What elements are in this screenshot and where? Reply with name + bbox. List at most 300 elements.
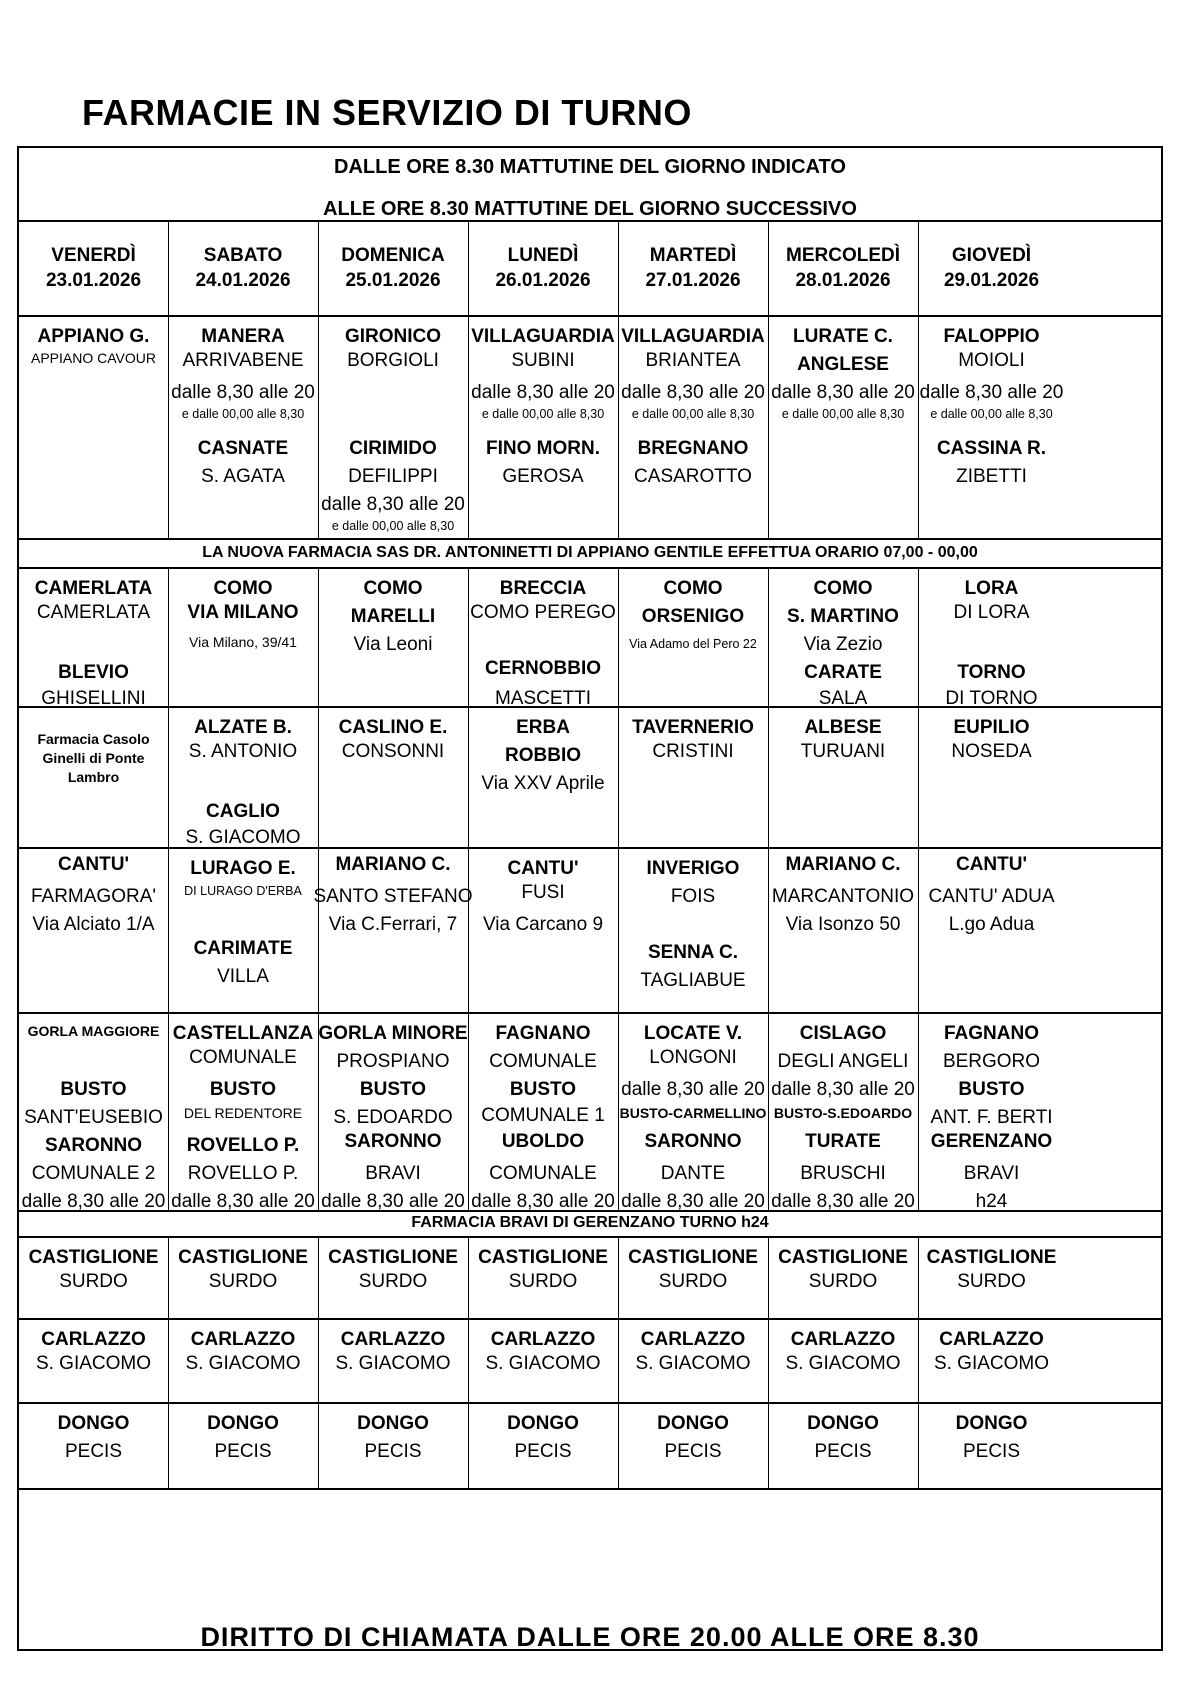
pharmacy-location: TURATE <box>805 1131 881 1152</box>
pharmacy-location: CASTIGLIONE <box>926 1247 1057 1268</box>
pharmacy-location: CASTIGLIONE <box>178 1247 308 1268</box>
pharmacy-location: FINO MORN. <box>486 438 600 459</box>
pharmacy-location: CASSINA R. <box>936 438 1047 459</box>
opening-hours: dalle 8,30 alle 20 <box>621 382 765 403</box>
pharmacy-location: BUSTO <box>60 1079 127 1100</box>
schedule-cell <box>161 1402 325 1488</box>
pharmacy-location: TORNO <box>957 662 1026 683</box>
pharmacy-location: Lambro <box>67 769 120 785</box>
pharmacy-location: ERBA <box>516 717 570 738</box>
pharmacy-name: LONGONI <box>649 1047 737 1068</box>
pharmacy-location: BREGNANO <box>637 438 749 459</box>
pharmacy-name: Via Alciato 1/A <box>32 914 155 935</box>
pharmacy-location: CASTIGLIONE <box>478 1247 608 1268</box>
schedule-cell <box>611 567 775 706</box>
pharmacy-name: ROVELLO P. <box>187 1163 299 1184</box>
pharmacy-location: UBOLDO <box>501 1131 585 1152</box>
schedule-cell <box>611 315 775 538</box>
pharmacy-name: BRAVI <box>365 1163 421 1184</box>
opening-hours: dalle 8,30 alle 20 <box>321 1191 465 1212</box>
pharmacy-name: BORGIOLI <box>347 350 439 371</box>
pharmacy-name: SURDO <box>208 1271 278 1292</box>
grid-column-rule <box>168 1236 169 1488</box>
pharmacy-location: COMO <box>363 578 423 599</box>
grid-column-rule <box>918 220 919 538</box>
schedule-cell <box>161 1236 325 1318</box>
schedule-cell <box>161 706 325 847</box>
grid-column-rule <box>468 1236 469 1488</box>
pharmacy-location: CARLAZZO <box>939 1329 1044 1350</box>
pharmacy-detail: e dalle 00,00 alle 8,30 <box>181 407 305 421</box>
pharmacy-name: COMUNALE <box>489 1051 597 1072</box>
schedule-cell <box>910 1402 1074 1488</box>
schedule-cell <box>611 1318 775 1402</box>
schedule-cell <box>910 315 1074 538</box>
pharmacy-name: S. GIACOMO <box>35 1353 152 1374</box>
opening-hours: dalle 8,30 alle 20 <box>321 494 465 515</box>
pharmacy-name: Via C.Ferrari, 7 <box>328 914 458 935</box>
pharmacy-location: APPIANO G. <box>37 326 150 347</box>
pharmacy-name: BRUSCHI <box>800 1163 886 1184</box>
pharmacy-location: CANTU' <box>57 854 129 875</box>
schedule-cell <box>761 1012 925 1210</box>
pharmacy-location: VILLAGUARDIA <box>471 326 615 347</box>
page-title: FARMACIE IN SERVIZIO DI TURNO <box>82 92 692 133</box>
schedule-cell <box>611 847 775 1012</box>
grid-horizontal-rule <box>19 706 1161 708</box>
opening-hours: dalle 8,30 alle 20 <box>21 1191 166 1212</box>
day-header-cell <box>910 246 1074 290</box>
day-date: 26.01.2026 <box>495 270 591 291</box>
opening-hours: dalle 8,30 alle 20 <box>171 382 315 403</box>
pharmacy-name: DANTE <box>660 1163 726 1184</box>
pharmacy-location: CARIMATE <box>193 938 293 959</box>
pharmacy-location: DONGO <box>955 1413 1028 1434</box>
pharmacy-location: SARONNO <box>44 1135 143 1156</box>
pharmacy-name: Via Zezio <box>803 634 883 655</box>
grid-horizontal-rule <box>19 538 1161 540</box>
pharmacy-name: S. GIACOMO <box>335 1353 451 1374</box>
pharmacy-detail: DI LURAGO D'ERBA <box>184 884 302 898</box>
schedule-cell <box>311 706 475 847</box>
schedule-cell <box>12 1236 176 1318</box>
schedule-cell <box>311 1012 475 1210</box>
schedule-cell <box>161 1318 325 1402</box>
schedule-cell <box>12 567 176 709</box>
grid-column-rule <box>468 567 469 1210</box>
schedule-cell <box>311 1236 475 1318</box>
pharmacy-name: MASCETTI <box>494 688 592 709</box>
pharmacy-name: PROSPIANO <box>336 1051 450 1072</box>
schedule-cell <box>761 1236 925 1318</box>
pharmacy-location: COMO <box>813 578 873 599</box>
pharmacy-location: CASTIGLIONE <box>328 1247 458 1268</box>
pharmacy-location: ORSENIGO <box>641 606 745 627</box>
pharmacy-name: S. ANTONIO <box>188 741 298 762</box>
schedule-cell <box>761 1318 925 1402</box>
opening-hours: dalle 8,30 alle 20 <box>919 382 1064 403</box>
pharmacy-location: LURATE C. <box>793 326 893 347</box>
grid-column-rule <box>918 567 919 1210</box>
pharmacy-location: LOCATE V. <box>643 1023 743 1044</box>
pharmacy-name: CONSONNI <box>341 741 445 762</box>
pharmacy-location: CASTELLANZA <box>172 1023 314 1044</box>
pharmacy-name: GEROSA <box>502 466 584 487</box>
footer-note: DIRITTO DI CHIAMATA DALLE ORE 20.00 ALLE ORE 8.30 <box>200 1622 980 1652</box>
pharmacy-location: CARLAZZO <box>790 1329 896 1350</box>
schedule-cell <box>12 847 176 1012</box>
schedule-cell <box>12 1402 176 1488</box>
grid-column-rule <box>768 567 769 1210</box>
grid-horizontal-rule <box>19 1402 1161 1404</box>
pharmacy-name: PECIS <box>214 1441 272 1462</box>
pharmacy-location: CIRIMIDO <box>349 438 437 459</box>
pharmacy-location: CASNATE <box>197 438 289 459</box>
pharmacy-location: MARIANO C. <box>785 854 901 875</box>
pharmacy-location: LURAGO E. <box>190 858 296 879</box>
grid-column-rule <box>318 220 319 538</box>
grid-horizontal-rule <box>19 567 1161 569</box>
pharmacy-detail: APPIANO CAVOUR <box>31 350 156 366</box>
schedule-cell <box>910 847 1074 1012</box>
pharmacy-detail: e dalle 00,00 alle 8,30 <box>930 407 1053 421</box>
day-date: 28.01.2026 <box>795 270 891 291</box>
pharmacy-location: CARLAZZO <box>41 1329 146 1350</box>
pharmacy-name: Via Isonzo 50 <box>785 914 901 935</box>
pharmacy-name: COMUNALE 2 <box>31 1163 156 1184</box>
pharmacy-location: SARONNO <box>644 1131 742 1152</box>
pharmacy-location: CAMERLATA <box>34 578 153 599</box>
pharmacy-name: COMUNALE <box>489 1163 597 1184</box>
pharmacy-location: CASTIGLIONE <box>28 1247 159 1268</box>
pharmacy-location: ROVELLO P. <box>186 1135 300 1156</box>
pharmacy-name: SANT'EUSEBIO <box>24 1107 163 1128</box>
opening-hours: h24 <box>975 1191 1008 1212</box>
pharmacy-name: SURDO <box>658 1271 728 1292</box>
pharmacy-location: VIA MILANO <box>187 602 299 623</box>
opening-hours: dalle 8,30 alle 20 <box>621 1191 765 1212</box>
pharmacy-location: CANTU' <box>507 858 579 879</box>
schedule-cell <box>161 847 325 1012</box>
day-name: DOMENICA <box>341 245 445 266</box>
pharmacy-name: PECIS <box>514 1441 572 1462</box>
pharmacy-location: BUSTO <box>209 1079 277 1100</box>
schedule-cell <box>311 1318 475 1402</box>
schedule-cell <box>611 1236 775 1318</box>
pharmacy-name: SURDO <box>808 1271 878 1292</box>
schedule-cell <box>161 315 325 538</box>
pharmacy-name: SURDO <box>957 1271 1026 1292</box>
grid-column-rule <box>768 220 769 538</box>
pharmacy-name: TURUANI <box>800 741 886 762</box>
duty-pharmacy-table <box>17 146 1163 1651</box>
pharmacy-location: MANERA <box>201 326 285 347</box>
pharmacy-name: S. GIACOMO <box>635 1353 751 1374</box>
pharmacy-location: CISLAGO <box>799 1023 887 1044</box>
schedule-cell <box>311 1402 475 1488</box>
opening-hours: dalle 8,30 alle 20 <box>471 382 615 403</box>
schedule-cell <box>311 847 475 1012</box>
day-name: VENERDÌ <box>51 245 136 266</box>
day-header-cell <box>461 246 625 290</box>
day-header-cell <box>761 246 925 290</box>
schedule-cell <box>12 706 176 847</box>
schedule-cell <box>461 567 625 709</box>
schedule-cell <box>761 847 925 1012</box>
pharmacy-location: FAGNANO <box>495 1023 591 1044</box>
pharmacy-name: Via XXV Aprile <box>481 773 605 794</box>
grid-column-rule <box>918 1236 919 1488</box>
pharmacy-name: COMUNALE <box>189 1047 297 1068</box>
pharmacy-detail: DEL REDENTORE <box>183 1105 303 1121</box>
grid-column-rule <box>768 1236 769 1488</box>
schedule-cell <box>910 1236 1074 1318</box>
header-line-2: ALLE ORE 8.30 MATTUTINE DEL GIORNO SUCCESSIVO <box>323 198 857 220</box>
pharmacy-detail: Via Milano, 39/41 <box>189 634 297 650</box>
pharmacy-name: S. EDOARDO <box>333 1107 453 1128</box>
pharmacy-name: S. GIACOMO <box>485 1353 601 1374</box>
schedule-cell <box>461 1012 625 1210</box>
pharmacy-name: GHISELLINI <box>41 688 146 709</box>
pharmacy-name: PECIS <box>962 1441 1021 1462</box>
pharmacy-location: FAGNANO <box>944 1023 1039 1044</box>
pharmacy-location: SENNA C. <box>647 942 739 963</box>
pharmacy-location: ALZATE B. <box>194 717 292 738</box>
schedule-cell <box>12 315 176 538</box>
grid-horizontal-rule <box>19 1488 1161 1490</box>
pharmacy-location: CARLAZZO <box>490 1329 596 1350</box>
pharmacy-location: BUSTO <box>359 1079 427 1100</box>
pharmacy-location: BUSTO-CARMELLINO <box>619 1105 767 1121</box>
schedule-cell <box>910 706 1074 847</box>
pharmacy-name: PECIS <box>364 1441 422 1462</box>
pharmacy-name: S. GIACOMO <box>785 1353 901 1374</box>
grid-column-rule <box>618 1236 619 1488</box>
schedule-cell <box>461 1318 625 1402</box>
pharmacy-name: CANTU' ADUA <box>928 886 1055 907</box>
pharmacy-location: CARLAZZO <box>340 1329 446 1350</box>
opening-hours: dalle 8,30 alle 20 <box>171 1191 315 1212</box>
pharmacy-location: GORLA MAGGIORE <box>27 1023 160 1039</box>
pharmacy-location: DONGO <box>57 1413 130 1434</box>
pharmacy-name: SANTO STEFANO <box>313 886 473 907</box>
pharmacy-location: GERENZANO <box>930 1131 1053 1152</box>
pharmacy-name: ZIBETTI <box>956 466 1027 487</box>
schedule-cell <box>761 1402 925 1488</box>
pharmacy-location: BLEVIO <box>58 662 129 683</box>
day-name: GIOVEDÌ <box>951 245 1032 266</box>
opening-hours: dalle 8,30 alle 20 <box>621 1079 765 1100</box>
schedule-cell <box>311 567 475 706</box>
opening-hours: dalle 8,30 alle 20 <box>471 1191 615 1212</box>
header-line-1: DALLE ORE 8.30 MATTUTINE DEL GIORNO INDICATO <box>334 156 846 178</box>
pharmacy-name: S. GIACOMO <box>933 1353 1050 1374</box>
pharmacy-location: GORLA MINORE <box>318 1023 468 1044</box>
day-date: 29.01.2026 <box>943 270 1040 291</box>
pharmacy-location: MARELLI <box>350 606 436 627</box>
grid-column-rule <box>618 567 619 1210</box>
pharmacy-name: DI LORA <box>953 602 1030 623</box>
pharmacy-location: BUSTO <box>509 1079 577 1100</box>
pharmacy-location: TAVERNERIO <box>632 717 754 738</box>
pharmacy-detail: e dalle 00,00 alle 8,30 <box>631 407 755 421</box>
schedule-cell <box>161 1012 325 1210</box>
pharmacy-name: SUBINI <box>511 350 575 371</box>
banner-gerenzano: FARMACIA BRAVI DI GERENZANO TURNO h24 <box>411 1214 769 1231</box>
day-name: SABATO <box>203 245 283 266</box>
schedule-cell <box>761 567 925 709</box>
pharmacy-detail: e dalle 00,00 alle 8,30 <box>331 519 455 533</box>
pharmacy-location: CAGLIO <box>206 801 280 822</box>
grid-horizontal-rule <box>19 1318 1161 1320</box>
pharmacy-location: VILLAGUARDIA <box>621 326 765 347</box>
schedule-cell <box>12 1012 176 1210</box>
banner-appiano: LA NUOVA FARMACIA SAS DR. ANTONINETTI DI APPIANO GENTILE EFFETTUA ORARIO 07,00 - 00,00 <box>202 544 978 561</box>
schedule-cell <box>761 315 925 538</box>
schedule-cell <box>461 1236 625 1318</box>
pharmacy-location: CERNOBBIO <box>484 658 602 679</box>
pharmacy-name: MARCANTONIO <box>771 886 915 907</box>
pharmacy-name: Via Leoni <box>353 634 433 655</box>
pharmacy-name: DEGLI ANGELI <box>777 1051 909 1072</box>
pharmacy-location: DONGO <box>807 1413 879 1434</box>
pharmacy-name: SURDO <box>508 1271 578 1292</box>
pharmacy-name: S. AGATA <box>201 466 285 487</box>
day-date: 23.01.2026 <box>45 270 142 291</box>
pharmacy-location: FALOPPIO <box>943 326 1040 347</box>
opening-hours: dalle 8,30 alle 20 <box>771 1079 915 1100</box>
grid-column-rule <box>168 567 169 1210</box>
pharmacy-location: DONGO <box>507 1413 579 1434</box>
pharmacy-name: BRIANTEA <box>645 350 741 371</box>
pharmacy-name: CAMERLATA <box>36 602 151 623</box>
grid-column-rule <box>168 220 169 538</box>
pharmacy-name: CRISTINI <box>652 741 734 762</box>
pharmacy-location: CASTIGLIONE <box>628 1247 758 1268</box>
pharmacy-name: FOIS <box>670 886 716 907</box>
schedule-cell <box>910 567 1074 709</box>
pharmacy-name: SALA <box>818 688 868 709</box>
pharmacy-name: BRAVI <box>963 1163 1020 1184</box>
pharmacy-name: S. GIACOMO <box>185 1353 301 1374</box>
opening-hours: dalle 8,30 alle 20 <box>771 382 915 403</box>
pharmacy-location: BUSTO <box>958 1079 1025 1100</box>
pharmacy-name: CASAROTTO <box>634 466 752 487</box>
pharmacy-location: MARIANO C. <box>335 854 451 875</box>
grid-horizontal-rule <box>19 1210 1161 1212</box>
pharmacy-location: Ginelli di Ponte <box>42 750 145 766</box>
schedule-cell <box>12 1318 176 1402</box>
pharmacy-location: Farmacia Casolo <box>37 731 150 747</box>
schedule-cell <box>311 315 475 538</box>
day-name: MERCOLEDÌ <box>786 245 900 266</box>
day-name: LUNEDÌ <box>507 245 579 266</box>
pharmacy-name: NOSEDA <box>951 741 1032 762</box>
pharmacy-name: VILLA <box>217 966 269 987</box>
day-header-cell <box>311 246 475 290</box>
pharmacy-name: TAGLIABUE <box>640 970 746 991</box>
pharmacy-name: PECIS <box>64 1441 123 1462</box>
pharmacy-location: CARATE <box>804 662 882 683</box>
schedule-cell <box>910 1318 1074 1402</box>
pharmacy-name: ANT. F. BERTI <box>930 1107 1053 1128</box>
pharmacy-location: ANGLESE <box>797 354 889 375</box>
pharmacy-name: BERGORO <box>942 1051 1041 1072</box>
pharmacy-name: PECIS <box>814 1441 872 1462</box>
schedule-cell <box>761 706 925 847</box>
grid-column-rule <box>618 220 619 538</box>
day-name: MARTEDÌ <box>649 245 737 266</box>
schedule-cell <box>461 847 625 1012</box>
pharmacy-location: CASTIGLIONE <box>778 1247 908 1268</box>
day-header-cell <box>12 246 176 290</box>
pharmacy-name: ARRIVABENE <box>182 350 304 371</box>
pharmacy-location: CARLAZZO <box>640 1329 746 1350</box>
pharmacy-location: ALBESE <box>804 717 882 738</box>
schedule-cell <box>611 706 775 847</box>
pharmacy-name: DEFILIPPI <box>348 466 438 487</box>
pharmacy-name: FUSI <box>521 882 565 903</box>
pharmacy-location: EUPILIO <box>953 717 1030 738</box>
pharmacy-location: S. MARTINO <box>787 606 899 627</box>
grid-column-rule <box>468 220 469 538</box>
grid-horizontal-rule <box>19 1236 1161 1238</box>
schedule-cell <box>611 1402 775 1488</box>
day-date: 24.01.2026 <box>195 270 291 291</box>
pharmacy-location: SARONNO <box>344 1131 442 1152</box>
schedule-cell <box>461 1402 625 1488</box>
pharmacy-location: DONGO <box>357 1413 429 1434</box>
pharmacy-name: COMUNALE 1 <box>481 1105 605 1126</box>
schedule-cell <box>461 315 625 538</box>
pharmacy-name: SURDO <box>59 1271 128 1292</box>
pharmacy-location: ROBBIO <box>505 745 581 766</box>
grid-horizontal-rule <box>19 847 1161 849</box>
grid-horizontal-rule <box>19 220 1161 222</box>
day-date: 25.01.2026 <box>345 270 441 291</box>
pharmacy-location: CANTU' <box>955 854 1027 875</box>
grid-horizontal-rule <box>19 315 1161 317</box>
pharmacy-name: DI TORNO <box>945 688 1038 709</box>
pharmacy-name: FARMAGORA' <box>30 886 157 907</box>
schedule-cell <box>611 1012 775 1210</box>
pharmacy-location: BRECCIA <box>499 578 587 599</box>
pharmacy-location: GIRONICO <box>344 326 442 347</box>
pharmacy-detail: Via Adamo del Pero 22 <box>629 637 757 651</box>
pharmacy-location: INVERIGO <box>646 858 740 879</box>
schedule-cell <box>910 1012 1074 1210</box>
grid-column-rule <box>318 1236 319 1488</box>
pharmacy-name: S. GIACOMO <box>185 827 301 848</box>
pharmacy-name: SURDO <box>358 1271 428 1292</box>
pharmacy-location: BUSTO-S.EDOARDO <box>773 1105 913 1121</box>
pharmacy-name: COMO PEREGO <box>470 602 616 623</box>
pharmacy-location: CARLAZZO <box>190 1329 296 1350</box>
day-header-cell <box>161 246 325 290</box>
day-header-cell <box>611 246 775 290</box>
grid-horizontal-rule <box>19 1012 1161 1014</box>
grid-column-rule <box>318 567 319 1210</box>
pharmacy-location: COMO <box>213 578 273 599</box>
pharmacy-location: LORA <box>964 578 1019 599</box>
schedule-cell <box>461 706 625 847</box>
day-date: 27.01.2026 <box>645 270 741 291</box>
pharmacy-location: DONGO <box>207 1413 279 1434</box>
pharmacy-detail: e dalle 00,00 alle 8,30 <box>781 407 905 421</box>
pharmacy-name: L.go Adua <box>948 914 1035 935</box>
opening-hours: dalle 8,30 alle 20 <box>771 1191 915 1212</box>
schedule-cell <box>161 567 325 706</box>
